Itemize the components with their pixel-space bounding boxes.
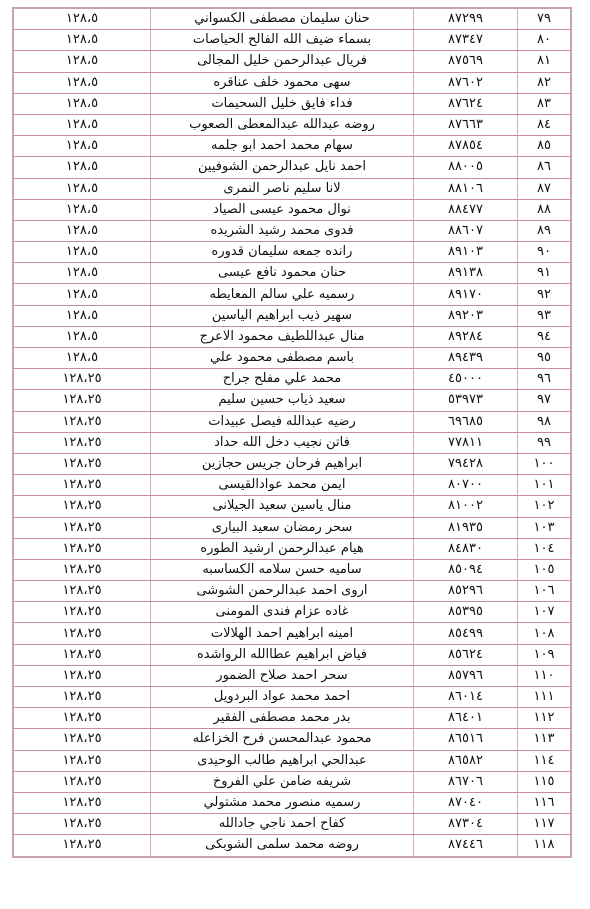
student-name-cell: باسم مصطفى محمود علي: [151, 348, 414, 369]
table-row: [13, 665, 571, 686]
row-number-cell: ١٠٥: [518, 559, 572, 580]
score-cell: ١٢٨،٥: [13, 242, 151, 263]
row-number-cell: ١٠٢: [518, 496, 572, 517]
student-name-cell: حنان سليمان مصطفى الكسواني: [151, 8, 414, 30]
score-cell: ١٢٨،٢٥: [13, 771, 151, 792]
row-number-cell: ١٠٠: [518, 453, 572, 474]
seat-number-cell: ٨٩٤٣٩: [414, 348, 518, 369]
results-table: [12, 7, 572, 858]
row-number-cell: ٨٨: [518, 199, 572, 220]
score-cell: ١٢٨،٢٥: [13, 538, 151, 559]
student-name-cell: احمد محمد عواد البردويل: [151, 687, 414, 708]
score-cell: ١٢٨،٥: [13, 30, 151, 51]
seat-number-cell: ٨٧٣٠٤: [414, 814, 518, 835]
row-number-cell: ١١٦: [518, 792, 572, 813]
score-cell: ١٢٨،٢٥: [13, 369, 151, 390]
score-cell: ١٢٨،٢٥: [13, 665, 151, 686]
row-number-cell: ١٠١: [518, 475, 572, 496]
score-cell: ١٢٨،٢٥: [13, 581, 151, 602]
score-cell: ١٢٨،٢٥: [13, 750, 151, 771]
seat-number-cell: ٨٧٨٥٤: [414, 136, 518, 157]
score-cell: ١٢٨،٢٥: [13, 792, 151, 813]
seat-number-cell: ٨٥٤٩٩: [414, 623, 518, 644]
student-name-cell: محمود عبدالمحسن فرح الخزاعله: [151, 729, 414, 750]
table-row: [13, 199, 571, 220]
score-cell: ١٢٨،٥: [13, 114, 151, 135]
student-name-cell: سحر احمد صلاح الضمور: [151, 665, 414, 686]
row-number-cell: ٨٢: [518, 72, 572, 93]
row-number-cell: ٩٣: [518, 305, 572, 326]
table-row: [13, 157, 571, 178]
score-cell: ١٢٨،٥: [13, 8, 151, 30]
table-row: [13, 114, 571, 135]
table-row: [13, 411, 571, 432]
table-row: [13, 792, 571, 813]
row-number-cell: ٨٠: [518, 30, 572, 51]
table-row: [13, 475, 571, 496]
table-row: [13, 263, 571, 284]
score-cell: ١٢٨،٥: [13, 93, 151, 114]
score-cell: ١٢٨،٢٥: [13, 687, 151, 708]
seat-number-cell: ٨٧٥٦٩: [414, 51, 518, 72]
student-name-cell: ايمن محمد عوادالقيسى: [151, 475, 414, 496]
student-name-cell: سعيد ذياب حسين سليم: [151, 390, 414, 411]
seat-number-cell: ٨١٩٣٥: [414, 517, 518, 538]
student-name-cell: منال ياسين سعيد الجيلانى: [151, 496, 414, 517]
seat-number-cell: ٨٦٥٨٢: [414, 750, 518, 771]
student-name-cell: رانده جمعه سليمان قدوره: [151, 242, 414, 263]
student-name-cell: هيام عبدالرحمن ارشيد الطوره: [151, 538, 414, 559]
student-name-cell: فداء فايق خليل السحيمات: [151, 93, 414, 114]
table-row: [13, 771, 571, 792]
seat-number-cell: ٨٧٦٠٢: [414, 72, 518, 93]
seat-number-cell: ٨٦٠١٤: [414, 687, 518, 708]
seat-number-cell: ٨٧٤٤٦: [414, 835, 518, 857]
table-row: [13, 708, 571, 729]
score-cell: ١٢٨،٢٥: [13, 559, 151, 580]
student-name-cell: اروى احمد عبدالرحمن الشوشى: [151, 581, 414, 602]
table-row: [13, 623, 571, 644]
row-number-cell: ٨٣: [518, 93, 572, 114]
seat-number-cell: ٨٥٠٩٤: [414, 559, 518, 580]
student-name-cell: حنان محمود نافع عيسى: [151, 263, 414, 284]
student-name-cell: رسميه منصور محمد مشتولي: [151, 792, 414, 813]
student-name-cell: شريفه ضامن علي الفروخ: [151, 771, 414, 792]
row-number-cell: ٨٦: [518, 157, 572, 178]
student-name-cell: سهى محمود خلف عناقره: [151, 72, 414, 93]
table-row: [13, 517, 571, 538]
row-number-cell: ٩١: [518, 263, 572, 284]
table-row: [13, 30, 571, 51]
table-row: [13, 538, 571, 559]
student-name-cell: نوال محمود عيسى الصياد: [151, 199, 414, 220]
score-cell: ١٢٨،٢٥: [13, 432, 151, 453]
score-cell: ١٢٨،٢٥: [13, 708, 151, 729]
row-number-cell: ١١٧: [518, 814, 572, 835]
student-name-cell: روضه محمد سلمى الشوبكى: [151, 835, 414, 857]
seat-number-cell: ٨٤٨٣٠: [414, 538, 518, 559]
row-number-cell: ١١٠: [518, 665, 572, 686]
score-cell: ١٢٨،٥: [13, 157, 151, 178]
row-number-cell: ٩٤: [518, 326, 572, 347]
seat-number-cell: ٨٨٦٠٧: [414, 220, 518, 241]
score-cell: ١٢٨،٥: [13, 326, 151, 347]
seat-number-cell: ٨٠٧٠٠: [414, 475, 518, 496]
table-row: [13, 220, 571, 241]
table-row: [13, 835, 571, 857]
seat-number-cell: ٨٩١٣٨: [414, 263, 518, 284]
row-number-cell: ١١٢: [518, 708, 572, 729]
table-row: [13, 390, 571, 411]
seat-number-cell: ٨٧٦٢٤: [414, 93, 518, 114]
score-cell: ١٢٨،٥: [13, 72, 151, 93]
table-row: [13, 687, 571, 708]
results-table-body: [13, 8, 571, 857]
student-name-cell: فريال عبدالرحمن خليل المجالى: [151, 51, 414, 72]
student-name-cell: ابراهيم فرحان جريس حجازين: [151, 453, 414, 474]
score-cell: ١٢٨،٥: [13, 178, 151, 199]
seat-number-cell: ٨٨٠٠٥: [414, 157, 518, 178]
student-name-cell: فياض ابراهيم عطاالله الرواشده: [151, 644, 414, 665]
score-cell: ١٢٨،٢٥: [13, 475, 151, 496]
score-cell: ١٢٨،٢٥: [13, 411, 151, 432]
row-number-cell: ١٠٣: [518, 517, 572, 538]
student-name-cell: سهام محمد احمد ابو جلمه: [151, 136, 414, 157]
score-cell: ١٢٨،٢٥: [13, 602, 151, 623]
score-cell: ١٢٨،٥: [13, 305, 151, 326]
row-number-cell: ٩٠: [518, 242, 572, 263]
table-row: [13, 750, 571, 771]
row-number-cell: ١١٣: [518, 729, 572, 750]
row-number-cell: ١٠٨: [518, 623, 572, 644]
row-number-cell: ٨٥: [518, 136, 572, 157]
seat-number-cell: ٨٥٣٩٥: [414, 602, 518, 623]
seat-number-cell: ٨٩١٠٣: [414, 242, 518, 263]
seat-number-cell: ٨٥٧٩٦: [414, 665, 518, 686]
student-name-cell: فدوى محمد رشيد الشريده: [151, 220, 414, 241]
seat-number-cell: ٨٨١٠٦: [414, 178, 518, 199]
row-number-cell: ٩٧: [518, 390, 572, 411]
row-number-cell: ١٠٧: [518, 602, 572, 623]
student-name-cell: امينه ابراهيم احمد الهلالات: [151, 623, 414, 644]
seat-number-cell: ٧٩٤٢٨: [414, 453, 518, 474]
row-number-cell: ١١٨: [518, 835, 572, 857]
row-number-cell: ٨٧: [518, 178, 572, 199]
score-cell: ١٢٨،٢٥: [13, 644, 151, 665]
student-name-cell: فاتن نجيب دخل الله حداد: [151, 432, 414, 453]
table-row: [13, 453, 571, 474]
row-number-cell: ٩٥: [518, 348, 572, 369]
seat-number-cell: ٥٣٩٧٣: [414, 390, 518, 411]
row-number-cell: ١١٥: [518, 771, 572, 792]
table-row: [13, 348, 571, 369]
seat-number-cell: ٨٩٢٨٤: [414, 326, 518, 347]
table-row: [13, 136, 571, 157]
row-number-cell: ١٠٤: [518, 538, 572, 559]
table-row: [13, 8, 571, 30]
row-number-cell: ٩٢: [518, 284, 572, 305]
seat-number-cell: ٨٦٧٠٦: [414, 771, 518, 792]
score-cell: ١٢٨،٥: [13, 220, 151, 241]
score-cell: ١٢٨،٢٥: [13, 835, 151, 857]
score-cell: ١٢٨،٥: [13, 348, 151, 369]
student-name-cell: سحر رمضان سعيد البيارى: [151, 517, 414, 538]
table-row: [13, 326, 571, 347]
table-row: [13, 814, 571, 835]
table-row: [13, 284, 571, 305]
student-name-cell: رضيه عبدالله فيصل عبيدات: [151, 411, 414, 432]
score-cell: ١٢٨،٥: [13, 199, 151, 220]
table-row: [13, 72, 571, 93]
score-cell: ١٢٨،٢٥: [13, 496, 151, 517]
seat-number-cell: ٤٥٠٠٠: [414, 369, 518, 390]
seat-number-cell: ٨٥٢٩٦: [414, 581, 518, 602]
student-name-cell: غاده عزام فندى المومنى: [151, 602, 414, 623]
table-row: [13, 602, 571, 623]
score-cell: ١٢٨،٥: [13, 51, 151, 72]
seat-number-cell: ٨٧٢٩٩: [414, 8, 518, 30]
seat-number-cell: ٧٧٨١١: [414, 432, 518, 453]
seat-number-cell: ٨٧٠٤٠: [414, 792, 518, 813]
seat-number-cell: ٨٧٦٦٣: [414, 114, 518, 135]
score-cell: ١٢٨،٥: [13, 263, 151, 284]
score-cell: ١٢٨،٢٥: [13, 729, 151, 750]
seat-number-cell: ٨٦٤٠١: [414, 708, 518, 729]
row-number-cell: ٨١: [518, 51, 572, 72]
seat-number-cell: ٨٥٦٢٤: [414, 644, 518, 665]
table-row: [13, 581, 571, 602]
row-number-cell: ١١٤: [518, 750, 572, 771]
row-number-cell: ٩٨: [518, 411, 572, 432]
score-cell: ١٢٨،٥: [13, 284, 151, 305]
student-name-cell: ساميه حسن سلامه الكساسبه: [151, 559, 414, 580]
student-name-cell: منال عبداللطيف محمود الاعرج: [151, 326, 414, 347]
row-number-cell: ١٠٦: [518, 581, 572, 602]
seat-number-cell: ٨٧٣٤٧: [414, 30, 518, 51]
table-row: [13, 496, 571, 517]
score-cell: ١٢٨،٢٥: [13, 517, 151, 538]
student-name-cell: لانا سليم ناصر النمرى: [151, 178, 414, 199]
row-number-cell: ٩٩: [518, 432, 572, 453]
score-cell: ١٢٨،٢٥: [13, 390, 151, 411]
student-name-cell: سهير ذيب ابراهيم الياسين: [151, 305, 414, 326]
seat-number-cell: ٨٦٥١٦: [414, 729, 518, 750]
student-name-cell: بدر محمد مصطفى الفقير: [151, 708, 414, 729]
student-name-cell: رسميه علي سالم المعايطه: [151, 284, 414, 305]
table-row: [13, 178, 571, 199]
table-row: [13, 369, 571, 390]
score-cell: ١٢٨،٥: [13, 136, 151, 157]
score-cell: ١٢٨،٢٥: [13, 623, 151, 644]
table-row: [13, 242, 571, 263]
student-name-cell: كفاح احمد ناجي جادالله: [151, 814, 414, 835]
row-number-cell: ١١١: [518, 687, 572, 708]
table-row: [13, 559, 571, 580]
student-name-cell: بسماء ضيف الله الفالح الحياصات: [151, 30, 414, 51]
table-row: [13, 93, 571, 114]
seat-number-cell: ٨٨٤٧٧: [414, 199, 518, 220]
student-name-cell: محمد علي مفلح جراح: [151, 369, 414, 390]
table-row: [13, 644, 571, 665]
score-cell: ١٢٨،٢٥: [13, 814, 151, 835]
seat-number-cell: ٨٩١٧٠: [414, 284, 518, 305]
seat-number-cell: ٦٩٦٨٥: [414, 411, 518, 432]
table-row: [13, 729, 571, 750]
row-number-cell: ٨٩: [518, 220, 572, 241]
row-number-cell: ٩٦: [518, 369, 572, 390]
score-cell: ١٢٨،٢٥: [13, 453, 151, 474]
row-number-cell: ١٠٩: [518, 644, 572, 665]
table-row: [13, 432, 571, 453]
table-row: [13, 51, 571, 72]
row-number-cell: ٧٩: [518, 8, 572, 30]
seat-number-cell: ٨٩٢٠٣: [414, 305, 518, 326]
student-name-cell: احمد نايل عبدالرحمن الشوفيين: [151, 157, 414, 178]
seat-number-cell: ٨١٠٠٢: [414, 496, 518, 517]
table-row: [13, 305, 571, 326]
student-name-cell: عبدالحي ابراهيم طالب الوحيدى: [151, 750, 414, 771]
row-number-cell: ٨٤: [518, 114, 572, 135]
student-name-cell: روضه عبدالله عبدالمعطى الصعوب: [151, 114, 414, 135]
